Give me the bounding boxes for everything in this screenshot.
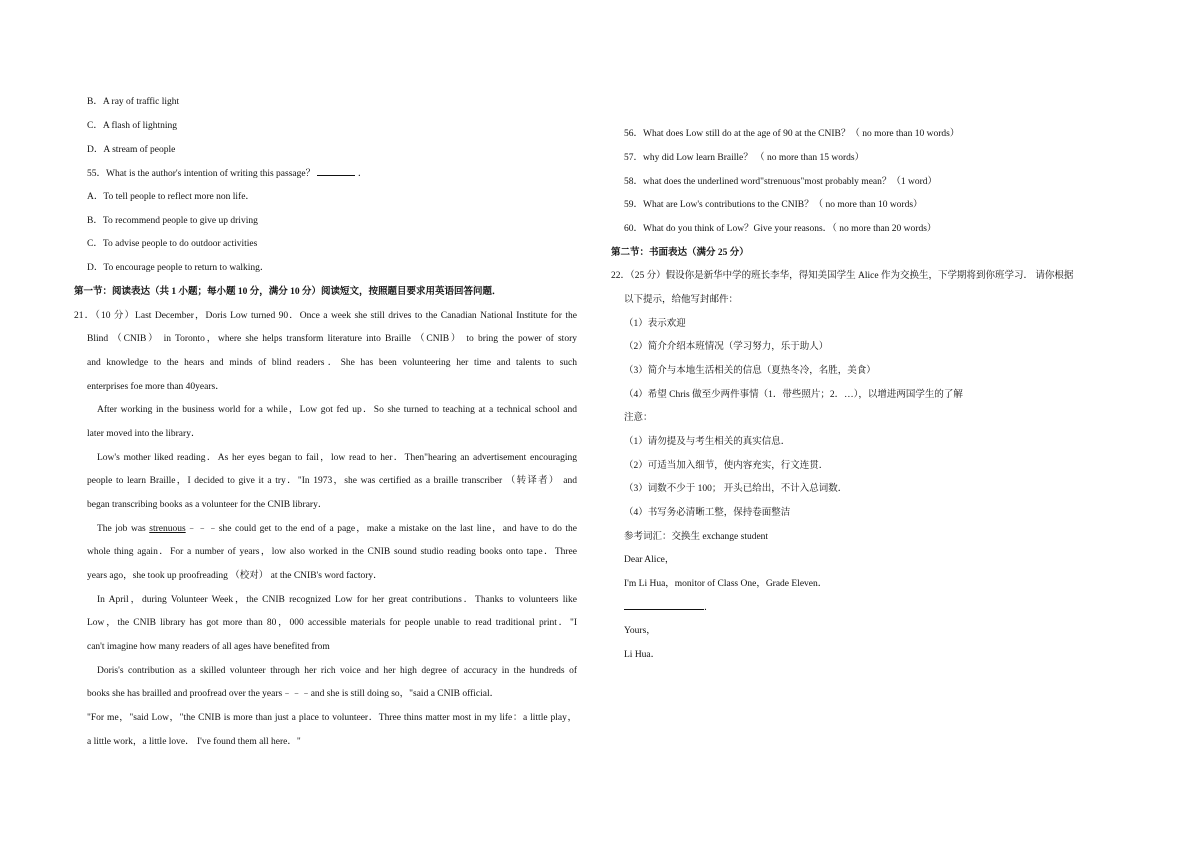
option-d: D．A stream of people (87, 145, 176, 155)
passage-line: books she has brailled and proofread over the years﹣﹣﹣and she is still doing so，"said a CNIB official． (87, 689, 500, 699)
question-55-text: 55．What is the author's intention of writing this passage？ (87, 169, 316, 179)
passage-line: "For me，"said Low，"the CNIB is more than just a place to volunteer．Three thins matter most in my life：a little play， (87, 713, 577, 723)
passage-line: Low，the CNIB library has got more than 80，000 accessible materials for people unable to read traditional print．"I (87, 618, 577, 628)
passage-line: whole thing again．For a number of years，low also worked in the CNIB sound studio reading books onto tape．Three (87, 547, 577, 557)
question-55 (87, 168, 367, 180)
passage-line: years ago，she took up proofreading （校对） at the CNIB's word factory． (87, 571, 383, 581)
letter-body-blank (624, 602, 714, 614)
note-title: 注意： (624, 413, 653, 423)
hint-item: （2）简介介绍本班情况（学习努力，乐于助人） (624, 342, 829, 352)
passage-line: and knowledge to the hears and minds of blind readers．She has been volunteering her time and talents to such (87, 358, 577, 368)
passage-line: Low's mother liked reading．As her eyes began to fail，low read to her．Then"hearing an advertisement encouraging (97, 453, 577, 463)
option-c: C．A flash of lightning (87, 121, 177, 131)
passage-line: began transcribing books as a volunteer for the CNIB library． (87, 500, 328, 510)
answer-blank (317, 175, 355, 176)
question-56: 56．What does Low still do at the age of 90 at the CNIB？（ no more than 10 words） (624, 129, 960, 139)
note-item: （4）书写务必清晰工整，保持卷面整洁 (624, 508, 791, 518)
underlined-word: strenuous (149, 524, 186, 534)
passage-text: ﹣﹣﹣she could get to the end of a page，make a mistake on the last line，and have to do the (185, 524, 577, 534)
passage-line: later moved into the library． (87, 429, 201, 439)
passage-line: In April，during Volunteer Week，the CNIB recognized Low for her great contributions．Thanks to volunteers like (97, 595, 577, 605)
passage-line: 21．（10 分）Last December，Doris Low turned 90．Once a week she still drives to the Canadian National Institute for the (74, 311, 577, 321)
passage-line: enterprises foe more than 40years． (87, 382, 225, 392)
q55-option-a: A．To tell people to reflect more non life． (87, 192, 255, 202)
note-item: （2）可适当加入细节，使内容充实，行文连贯． (624, 461, 829, 471)
hint-item: （4）希望 Chris 做至少两件事情（1．带些照片；2．…），以增进两国学生的了解 (624, 390, 963, 400)
q55-option-b: B．To recommend people to give up driving (87, 216, 258, 226)
letter-closing: Yours， (624, 626, 656, 636)
writing-blank (624, 609, 704, 610)
letter-signature: Li Hua． (624, 650, 661, 660)
section-2-header: 第二节：书面表达（满分 25 分） (611, 248, 749, 258)
note-item: （1）请勿提及与考生相关的真实信息． (624, 437, 791, 447)
question-55-end: ． (357, 169, 368, 179)
option-b: B．A ray of traffic light (87, 97, 180, 107)
question-60: 60．What do you think of Low？Give your reasons．（ no more than 20 words） (624, 224, 937, 234)
blank-end: ． (704, 603, 714, 613)
vocab-reference: 参考词汇：交换生 exchange student (624, 532, 769, 542)
passage-line: can't imagine how many readers of all ages have benefited from (87, 642, 330, 652)
hint-item: （3）简介与本地生活相关的信息（夏热冬冷，名胜，美食） (624, 366, 876, 376)
passage-line: people to learn Braille，I decided to give it a try．"In 1973，she was certified as a braille transcriber （转译者） and (87, 476, 577, 486)
question-22-cont: 以下提示，给他写封邮件： (624, 295, 739, 305)
q55-option-c: C．To advise people to do outdoor activities (87, 239, 258, 249)
note-item: （3）词数不少于 100； 开头已给出，不计入总词数． (624, 484, 848, 494)
section-1-header: 第一节：阅读表达（共 1 小题；每小题 10 分，满分 10 分）阅读短文，按照题目要求用英语回答问题． (74, 287, 502, 297)
question-57: 57．why did Low learn Braille？ （ no more than 15 words） (624, 153, 865, 163)
passage-line: Blind （CNIB） in Toronto，where she helps transform literature into Braille （CNIB） to bring the power of story (87, 334, 577, 344)
question-22: 22．（25 分）假设你是新华中学的班长李华，得知美国学生 Alice 作为交换生，下学期将到你班学习． 请你根据 (611, 271, 1074, 281)
passage-line: a little work，a little love． I've found them all here．" (87, 737, 301, 747)
hint-item: （1）表示欢迎 (624, 319, 686, 329)
passage-line: After working in the business world for a while，Low got fed up．So she turned to teaching at a technical school and (97, 405, 577, 415)
question-59: 59．What are Low's contributions to the CNIB？（ no more than 10 words） (624, 200, 923, 210)
passage-text: The job was (97, 524, 150, 534)
q55-option-d: D．To encourage people to return to walking． (87, 263, 270, 273)
passage-line (97, 523, 577, 535)
question-58: 58．what does the underlined word"strenuous"most probably mean？（1 word） (624, 177, 938, 187)
letter-greeting: Dear Alice， (624, 555, 675, 565)
passage-line: Doris's contribution as a skilled volunteer through her rich voice and her high degree of accuracy in the hundreds of (97, 666, 577, 676)
letter-intro: I'm Li Hua，monitor of Class One，Grade Eleven． (624, 579, 828, 589)
